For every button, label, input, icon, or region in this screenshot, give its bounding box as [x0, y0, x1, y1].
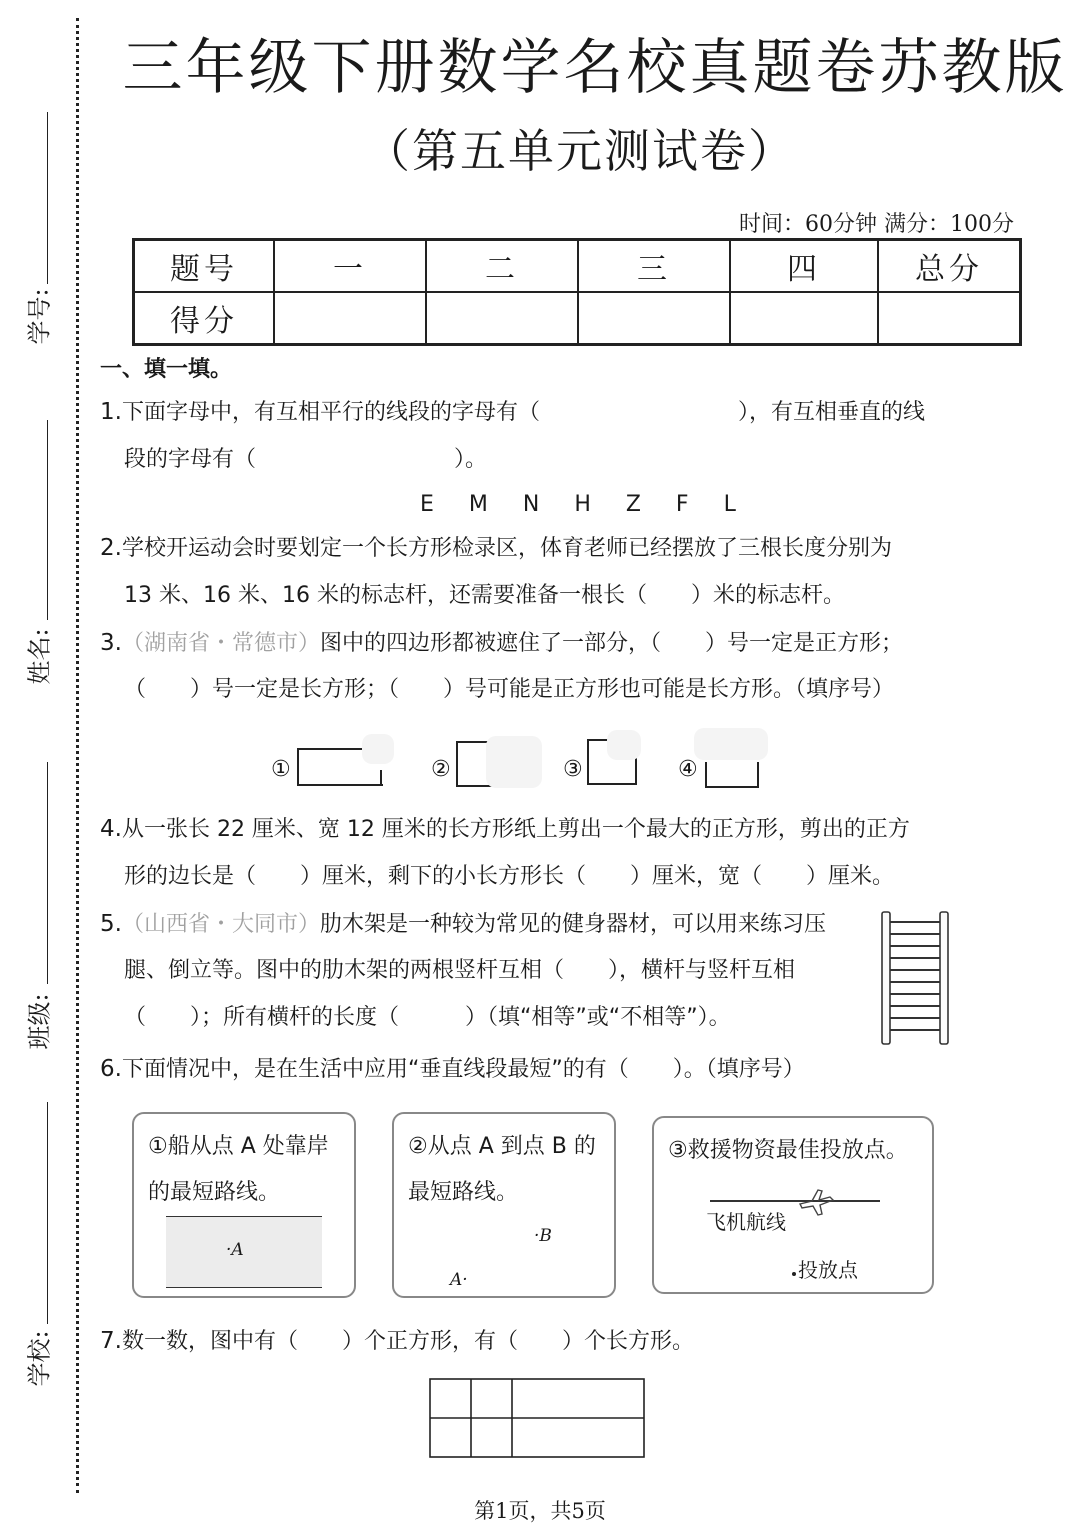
option-text	[148, 1124, 329, 1216]
wall-bars-frame	[882, 912, 948, 1044]
section-title: 一、填一填。	[100, 357, 233, 382]
option-card-2	[392, 1112, 616, 1298]
score-cell[interactable]	[426, 292, 578, 345]
student-id-line	[47, 112, 48, 284]
drop-point-dot	[792, 1272, 796, 1276]
score-cell[interactable]	[274, 292, 426, 345]
column-header: 四	[730, 240, 878, 293]
name-label: 姓名:	[25, 628, 54, 685]
question-text: 从一张长 22 厘米、宽 12 厘米的长方形纸上剪出一个最大的正方形，剪出的正方	[121, 817, 910, 842]
question-2-line2: 13 米、16 米、16 米的标志杆，还需要准备一根长（ ）米的标志杆。	[124, 583, 845, 608]
shape-label: ②	[431, 757, 451, 782]
question-2	[100, 536, 892, 561]
page-title: 三年级下册数学名校真题卷苏教版	[122, 33, 1068, 103]
question-number: 2.	[100, 535, 122, 561]
question-number: 7.	[100, 1328, 122, 1354]
question-source: （湖南省・常德市）	[121, 631, 320, 656]
wall-bars-image	[876, 908, 956, 1046]
page-number: 第1页，共5页	[474, 1499, 606, 1523]
question-1-line2: 段的字母有（ ）。	[124, 447, 488, 472]
question-text: 肋木架是一种较为常见的健身器材，可以用来练习压	[319, 912, 826, 937]
point-b-label: ·B	[534, 1226, 552, 1246]
counting-grid-figure	[428, 1377, 648, 1459]
name-line	[47, 420, 48, 620]
column-header: 总分	[878, 240, 1021, 293]
option-line: ②从点 A 到点 B 的	[408, 1134, 596, 1159]
option-line: ①船从点 A 处靠岸	[148, 1134, 329, 1159]
shape-label: ③	[563, 757, 583, 782]
question-number: 3.	[100, 630, 122, 656]
time-info: 时间：60分钟 满分：100分	[739, 212, 1014, 237]
table-row	[134, 240, 1021, 293]
question-number: 5.	[100, 911, 122, 937]
question-5-line2: 腿、倒立等。图中的肋木架的两根竖杆互相（ ），横杆与竖杆互相	[124, 958, 796, 983]
class-label: 班级:	[25, 993, 54, 1050]
option-card-3	[652, 1116, 934, 1294]
question-text: 数一数，图中有（ ）个正方形，有（ ）个长方形。	[121, 1329, 694, 1354]
question-4	[100, 817, 910, 842]
shape-4-outline	[705, 762, 759, 788]
question-number: 4.	[100, 816, 122, 842]
question-5-line3: （ ）；所有横杆的长度（ ）（填“相等”或“不相等”）。	[124, 1005, 731, 1030]
option-text	[668, 1128, 908, 1174]
cover-patch	[362, 734, 394, 764]
binding-dashed-line	[76, 18, 79, 1493]
option-card-1	[132, 1112, 356, 1298]
page-subtitle: （第五单元测试卷）	[364, 124, 796, 178]
question-4-line2: 形的边长是（ ）厘米，剩下的小长方形长（ ）厘米，宽（ ）厘米。	[124, 864, 895, 889]
question-text: 图中的四边形都被遮住了一部分，（ ）号一定是正方形；	[319, 631, 903, 656]
shape-label: ④	[678, 757, 698, 782]
airplane-icon	[796, 1184, 836, 1218]
question-text: 下面字母中，有互相平行的线段的字母有（ ），有互相垂直的线	[121, 400, 925, 425]
question-text: 学校开运动会时要划定一个长方形检录区，体育老师已经摆放了三根长度分别为	[121, 536, 892, 561]
option-text	[408, 1124, 596, 1216]
option-line: ③救援物资最佳投放点。	[668, 1138, 908, 1163]
column-header: 二	[426, 240, 578, 293]
school-line	[47, 1102, 48, 1324]
row-header: 得分	[134, 292, 275, 345]
score-cell[interactable]	[578, 292, 730, 345]
school-label: 学校:	[25, 1330, 54, 1387]
question-source: （山西省・大同市）	[121, 912, 320, 937]
wall-bars-rungs	[890, 922, 940, 1030]
shape-1-edge	[380, 770, 382, 784]
shape-3-edge	[587, 739, 609, 741]
question-5	[100, 912, 826, 937]
drop-point-label: 投放点	[798, 1258, 858, 1282]
shape-label: ①	[271, 757, 291, 782]
river-illustration	[166, 1216, 322, 1288]
column-header: 一	[274, 240, 426, 293]
question-number: 6.	[100, 1056, 122, 1082]
question-text: 下面情况中，是在生活中应用“垂直线段最短”的有（ ）。（填序号）	[121, 1057, 805, 1082]
letter-list: E M N H Z F L	[420, 492, 750, 517]
class-line	[47, 762, 48, 984]
question-number: 1.	[100, 399, 122, 425]
student-id-label: 学号:	[25, 288, 54, 345]
question-1	[100, 400, 925, 425]
score-cell[interactable]	[730, 292, 878, 345]
column-header: 三	[578, 240, 730, 293]
question-3-line2: （ ）号一定是长方形；（ ）号可能是正方形也可能是长方形。（填序号）	[124, 677, 895, 702]
option-line: 最短路线。	[408, 1180, 519, 1205]
point-a-label: A·	[450, 1270, 468, 1290]
point-a-label: ·A	[226, 1240, 244, 1260]
flight-route-label: 飞机航线	[706, 1210, 786, 1234]
question-7	[100, 1329, 694, 1354]
row-header: 题号	[134, 240, 275, 293]
question-3	[100, 631, 903, 656]
flight-route-line	[710, 1200, 880, 1202]
cover-patch	[694, 728, 768, 760]
question-6	[100, 1057, 805, 1082]
table-row	[134, 292, 1021, 345]
score-table	[132, 238, 1022, 346]
cover-patch	[607, 730, 641, 760]
score-cell[interactable]	[878, 292, 1021, 345]
cover-patch	[486, 736, 542, 788]
option-line: 的最短路线。	[148, 1180, 281, 1205]
